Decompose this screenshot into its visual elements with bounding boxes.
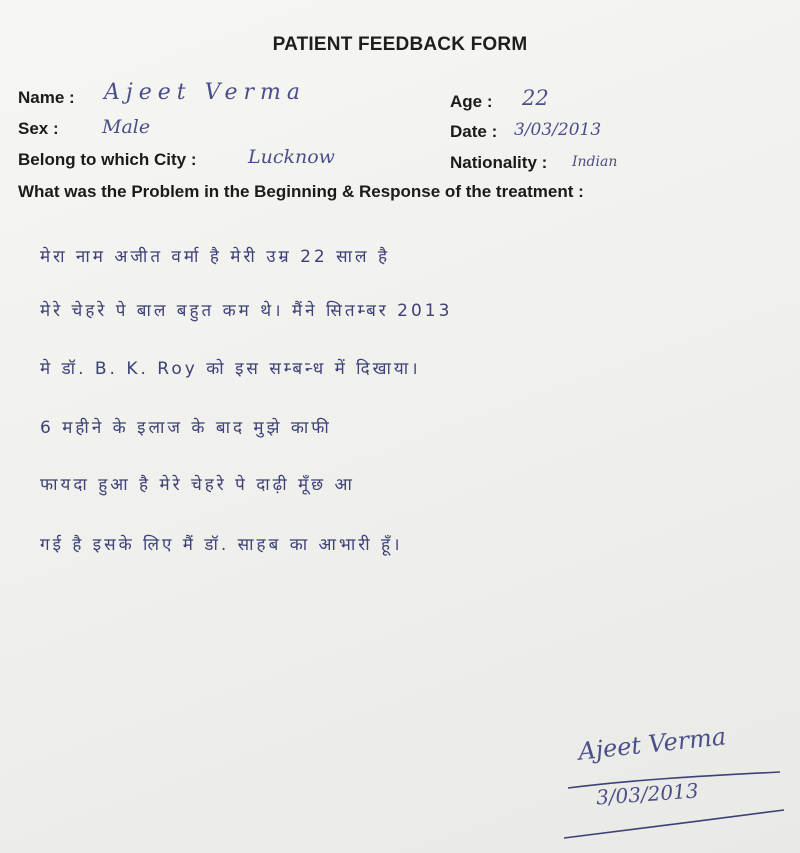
problem-question-label: What was the Problem in the Beginning & Response of the treatment : <box>18 182 584 201</box>
feedback-line-4: 6 महीने के इलाज के बाद मुझे काफी <box>40 418 332 438</box>
date-label: Date : <box>450 122 498 141</box>
signature-name: Ajeet Verma <box>576 722 728 766</box>
city-value: Lucknow <box>248 146 335 168</box>
sex-label: Sex : <box>18 119 59 138</box>
age-value: 22 <box>522 86 549 110</box>
feedback-line-6: गई है इसके लिए मैं डॉ. साहब का आभारी हूँ। <box>40 535 403 555</box>
nationality-value: Indian <box>572 154 618 170</box>
signature-date: 3/03/2013 <box>595 778 700 810</box>
age-label: Age : <box>450 92 493 111</box>
feedback-line-3: मे डॉ. B. K. Roy को इस सम्बन्ध में दिखाया। <box>40 359 421 379</box>
feedback-line-1: मेरा नाम अजीत वर्मा है मेरी उम्र 22 साल है <box>40 247 390 267</box>
sex-value: Male <box>102 116 151 138</box>
nationality-label: Nationality : <box>450 153 548 172</box>
feedback-line-5: फायदा हुआ है मेरे चेहरे पे दाढ़ी मूँछ आ <box>40 475 355 495</box>
name-label: Name : <box>18 88 75 107</box>
city-label: Belong to which City : <box>18 150 197 169</box>
date-value: 3/03/2013 <box>514 120 602 140</box>
name-value: Ajeet Verma <box>104 80 306 105</box>
signature-block <box>560 720 790 850</box>
form-title: PATIENT FEEDBACK FORM <box>272 34 528 55</box>
feedback-line-2: मेरे चेहरे पे बाल बहुत कम थे। मैंने सितम्बर 2013 <box>40 301 453 321</box>
